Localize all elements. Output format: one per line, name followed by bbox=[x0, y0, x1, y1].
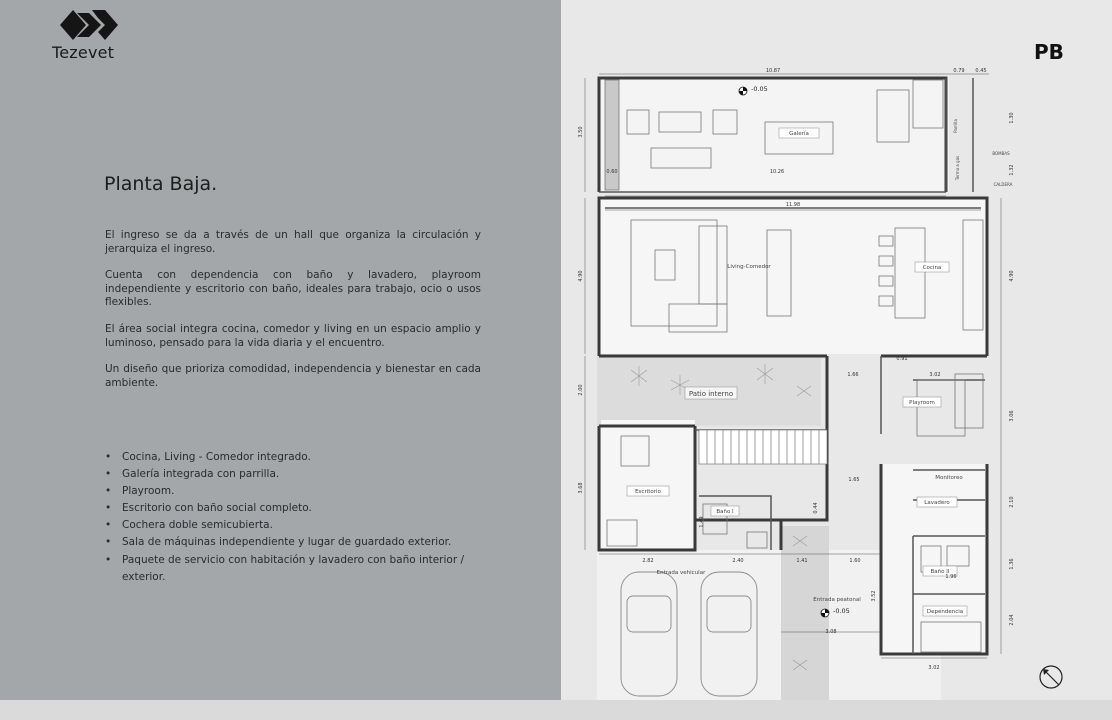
dim: 10.26 bbox=[769, 169, 785, 175]
dim: 0.60 bbox=[606, 169, 618, 175]
feature-item: • Cochera doble semicubierta. bbox=[105, 517, 500, 534]
room-parrilla: Parrilla bbox=[953, 119, 958, 133]
room-caldera: CALDERA bbox=[993, 182, 1013, 187]
room-dependencia: Dependencia bbox=[926, 609, 964, 615]
dim: 2.10 bbox=[1009, 496, 1015, 508]
dim: 10.87 bbox=[765, 68, 781, 74]
feature-item: • Paquete de servicio con habitación y lavadero con baño interior / exterior. bbox=[105, 552, 500, 586]
dim: 0.45 bbox=[975, 68, 987, 74]
dim: 1.49 bbox=[699, 516, 705, 528]
bottom-strip bbox=[0, 700, 1112, 720]
dim: 3.52 bbox=[871, 590, 877, 602]
dim: 1.32 bbox=[1009, 164, 1015, 176]
dim: 1.66 bbox=[847, 372, 859, 378]
floor-tag: PB bbox=[1034, 40, 1064, 64]
dim: 2.82 bbox=[642, 558, 654, 564]
room-entrada-peatonal: Entrada peatonal bbox=[813, 597, 861, 603]
description bbox=[105, 229, 481, 403]
feature-item: • Galería integrada con parrilla. bbox=[105, 466, 500, 483]
feature-item: • Cocina, Living - Comedor integrado. bbox=[105, 449, 500, 466]
dim: 3.02 bbox=[928, 665, 940, 671]
dim: 1.60 bbox=[849, 558, 861, 564]
room-bombas: BOMBAS bbox=[992, 151, 1010, 156]
dim: 2.00 bbox=[578, 384, 584, 396]
dim: 1.65 bbox=[848, 477, 860, 483]
dim: 3.08 bbox=[825, 629, 837, 635]
level-lower: -0.05 bbox=[833, 607, 850, 615]
dim: 3.06 bbox=[1009, 410, 1015, 422]
room-bano1: Baño I bbox=[716, 509, 734, 515]
paragraph: El área social integra cocina, comedor y living en un espacio amplio y luminoso, pensado para la vida diaria y el encuentro. bbox=[105, 322, 481, 349]
dim: 0.79 bbox=[953, 68, 965, 74]
room-living: Living-Comedor bbox=[727, 264, 771, 270]
room-escritorio: Escritorio bbox=[635, 489, 661, 495]
dim: 3.50 bbox=[578, 126, 584, 138]
dim: 1.96 bbox=[945, 574, 957, 580]
paragraph: Cuenta con dependencia con baño y lavadero, playroom independiente y escritorio con baño, ideales para trabajo, ocio o usos flexibles. bbox=[105, 269, 481, 309]
brand-logo bbox=[52, 8, 126, 62]
dim: 1.30 bbox=[1009, 112, 1015, 124]
feature-list bbox=[105, 449, 500, 586]
paragraph: El ingreso se da a través de un hall que organiza la circulación y jerarquiza el ingreso. bbox=[105, 229, 481, 255]
room-termo: Termo a gas bbox=[955, 155, 960, 181]
room-lavadero: Lavadero bbox=[924, 500, 950, 506]
room-patio: Patio interno bbox=[688, 390, 734, 398]
dim: 4.90 bbox=[578, 270, 584, 282]
floor-plan bbox=[561, 60, 1015, 700]
room-galeria: Galería bbox=[789, 131, 809, 137]
room-monitoreo: Monitoreo bbox=[935, 475, 963, 481]
dim: 3.02 bbox=[929, 372, 941, 378]
room-entrada-vehicular: Entrada vehicular bbox=[656, 570, 706, 576]
dim: 3.68 bbox=[578, 482, 584, 494]
dim: 2.04 bbox=[1009, 614, 1015, 626]
feature-item: • Escritorio con baño social completo. bbox=[105, 500, 500, 517]
room-cocina: Cocina bbox=[922, 265, 942, 271]
dim: 4.90 bbox=[1009, 270, 1015, 282]
tezevet-logo-icon bbox=[60, 8, 118, 42]
dim: 0.44 bbox=[813, 502, 819, 514]
dim: 2.40 bbox=[732, 558, 744, 564]
dim: 1.36 bbox=[1009, 558, 1015, 570]
feature-item: • Playroom. bbox=[105, 483, 500, 500]
paragraph: Un diseño que prioriza comodidad, independencia y bienestar en cada ambiente. bbox=[105, 363, 481, 389]
dim: 0.91 bbox=[896, 356, 908, 362]
dim: 1.41 bbox=[796, 558, 808, 564]
page-title: Planta Baja. bbox=[104, 173, 218, 195]
dim: 11.98 bbox=[785, 202, 801, 208]
level-upper: -0.05 bbox=[751, 85, 768, 93]
feature-item: • Sala de máquinas independiente y lugar de guardado exterior. bbox=[105, 534, 500, 551]
room-bano2: Baño II bbox=[930, 569, 950, 575]
brand-name: Tezevet bbox=[52, 43, 115, 62]
room-playroom: Playroom bbox=[909, 400, 935, 406]
